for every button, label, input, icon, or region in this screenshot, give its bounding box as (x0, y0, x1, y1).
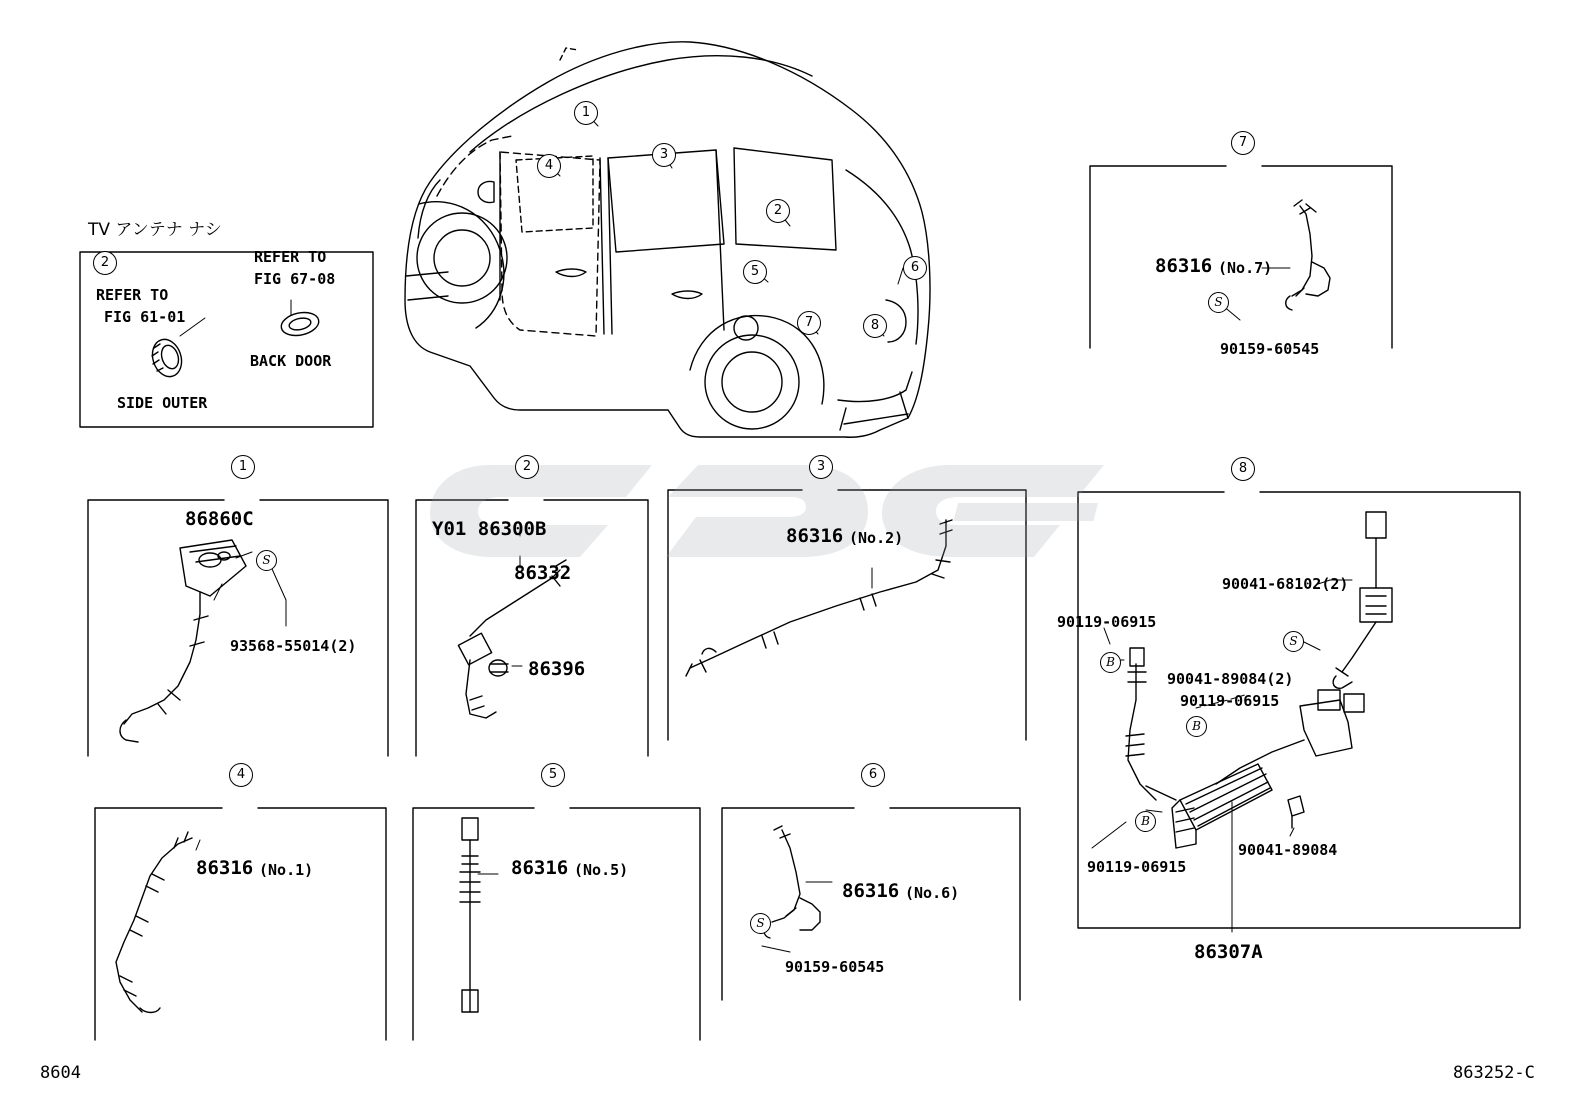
tv-box-left-ref-line1: REFER TO (96, 286, 169, 304)
part-suffix-no6: (No.6) (905, 884, 960, 902)
part-number-90041-89084-two: 90041-89084(2) (1167, 670, 1294, 688)
vehicle-callout-6: 6 (903, 256, 927, 280)
part-number-90119-06915-top: 90119-06915 (1057, 613, 1157, 631)
screw-marker-icon: S (1283, 631, 1304, 652)
part-number-90041-89084: 90041-89084 (1238, 841, 1338, 859)
part-number-86332: 86332 (514, 562, 572, 584)
part-suffix-no1: (No.1) (259, 861, 314, 879)
bolt-marker-icon: B (1186, 716, 1207, 737)
part-number-90119-06915-bottom: 90119-06915 (1087, 858, 1187, 876)
part-number-90159-60545-panel6: 90159-60545 (785, 958, 885, 976)
part-number-93568-55014: 93568-55014(2) (230, 637, 357, 655)
tv-box-left-ref-line2: FIG 61-01 (104, 308, 186, 326)
figure-code-right: 863252-C (1453, 1063, 1535, 1083)
bolt-marker-icon: B (1100, 652, 1121, 673)
part-suffix-no7: (No.7) (1218, 259, 1273, 277)
part-number-86860c: 86860C (185, 508, 254, 530)
figure-code-left: 8604 (40, 1063, 81, 1083)
panel-number-7: 7 (1231, 131, 1255, 155)
screw-marker-icon: S (256, 550, 277, 571)
tv-box-right-ref-line2: FIG 67-08 (254, 270, 336, 288)
part-number-86316-no6: 86316 (842, 880, 900, 902)
tv-box-right-ref-line1: REFER TO (254, 248, 327, 266)
part-number-86316-no7: 86316 (1155, 255, 1213, 277)
tv-box-right-caption: BACK DOOR (250, 352, 332, 370)
vehicle-callout-7: 7 (797, 311, 821, 335)
panel-number-1: 1 (231, 455, 255, 479)
tv-box-callout: 2 (93, 251, 117, 275)
vehicle-callout-1: 1 (574, 101, 598, 125)
part-number-86316-no2: 86316 (786, 525, 844, 547)
tv-box-left-caption: SIDE OUTER (117, 394, 208, 412)
panel-number-5: 5 (541, 763, 565, 787)
part-number-y01-86300b: Y01 86300B (432, 518, 547, 540)
panel-number-4: 4 (229, 763, 253, 787)
vehicle-callout-2: 2 (766, 199, 790, 223)
panel-number-8: 8 (1231, 457, 1255, 481)
part-number-90119-06915-mid: 90119-06915 (1180, 692, 1280, 710)
part-number-86307a: 86307A (1194, 941, 1263, 963)
part-number-86316-no5: 86316 (511, 857, 569, 879)
vehicle-callout-8: 8 (863, 314, 887, 338)
part-number-90041-68102: 90041-68102(2) (1222, 575, 1349, 593)
panel-number-3: 3 (809, 455, 833, 479)
panel-number-6: 6 (861, 763, 885, 787)
part-suffix-no5: (No.5) (574, 861, 629, 879)
screw-marker-icon: S (750, 913, 771, 934)
vehicle-callout-4: 4 (537, 154, 561, 178)
part-number-86316-no1: 86316 (196, 857, 254, 879)
panel-number-2: 2 (515, 455, 539, 479)
screw-marker-icon: S (1208, 292, 1229, 313)
part-suffix-no2: (No.2) (849, 529, 904, 547)
part-number-90159-60545-panel7: 90159-60545 (1220, 340, 1320, 358)
vehicle-callout-3: 3 (652, 143, 676, 167)
bolt-marker-icon: B (1135, 811, 1156, 832)
tv-box-title: TV アンテナ ナシ (88, 220, 222, 240)
vehicle-callout-5: 5 (743, 260, 767, 284)
part-number-86396: 86396 (528, 658, 586, 680)
